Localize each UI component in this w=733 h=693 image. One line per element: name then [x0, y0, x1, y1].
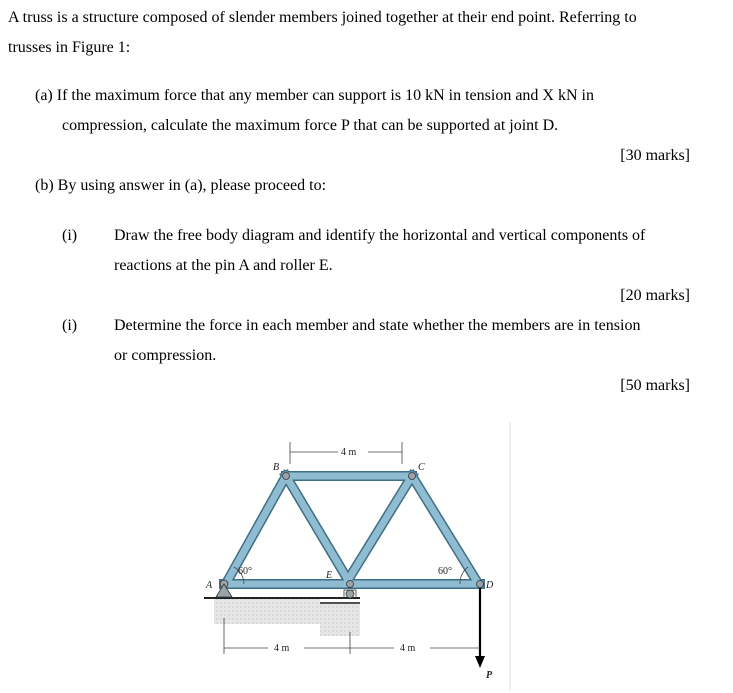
joint-d	[477, 581, 484, 588]
member-ec	[348, 476, 412, 580]
joint-c	[409, 473, 416, 480]
part-b-item-2-line-2: or compression.	[114, 347, 217, 364]
ground-left	[214, 598, 320, 624]
dimension-bottom-right-label: 4 m	[400, 643, 416, 654]
part-a-line-1: (a) If the maximum force that any member can support is 10 kN in tension and X kN in	[35, 87, 594, 104]
part-b-item-2-marks: [50 marks]	[620, 377, 690, 394]
part-b-item-1-marks: [20 marks]	[620, 287, 690, 304]
label-e: E	[326, 570, 333, 581]
joint-e	[347, 581, 354, 588]
part-b-heading: (b) By using answer in (a), please proceed to:	[35, 177, 327, 194]
truss-figure	[200, 422, 515, 690]
label-p: P	[486, 670, 493, 681]
roller-support-e	[344, 590, 356, 598]
member-ab	[228, 476, 286, 580]
part-a-line-2: compression, calculate the maximum force P that can be supported at joint D.	[62, 117, 559, 134]
label-d: D	[486, 580, 494, 591]
part-b-item-1-number: (i)	[62, 227, 78, 244]
member-cd	[412, 476, 476, 580]
ground-middle	[320, 602, 360, 636]
angle-right-label: 60°	[438, 566, 452, 577]
label-b: B	[273, 462, 280, 473]
label-a: A	[206, 580, 213, 591]
joint-b	[283, 473, 290, 480]
intro-line-2: trusses in Figure 1:	[8, 39, 131, 56]
part-a-marks: [30 marks]	[620, 147, 690, 164]
label-c: C	[418, 462, 425, 473]
part-b-item-2-number: (i)	[62, 317, 78, 334]
dimension-top-label: 4 m	[341, 447, 357, 458]
angle-left-label: 60°	[238, 566, 252, 577]
intro-line-1: A truss is a structure composed of slender members joined together at their end point. Referring to	[8, 9, 637, 26]
dimension-bottom-left-label: 4 m	[274, 643, 290, 654]
force-p-arrow	[475, 588, 485, 668]
part-b-item-1-line-1: Draw the free body diagram and identify the horizontal and vertical components of	[114, 227, 646, 244]
part-b-item-1-line-2: reactions at the pin A and roller E.	[114, 257, 333, 274]
part-b-item-2-line-1: Determine the force in each member and state whether the members are in tension	[114, 317, 641, 334]
member-be	[286, 476, 348, 580]
